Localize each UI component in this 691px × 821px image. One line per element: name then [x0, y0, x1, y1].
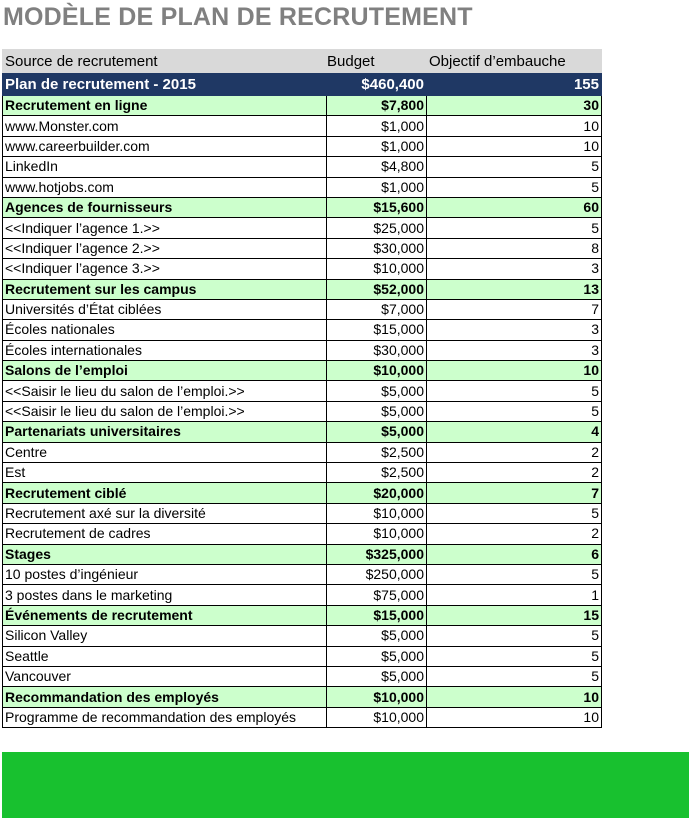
source-cell[interactable]: Programme de recommandation des employés	[3, 707, 327, 727]
objective-cell[interactable]: 5	[427, 666, 602, 686]
source-cell[interactable]: LinkedIn	[3, 157, 327, 177]
objective-cell[interactable]: 10	[427, 361, 602, 381]
table-row	[3, 177, 602, 197]
objective-cell[interactable]: 3	[427, 320, 602, 340]
budget-cell[interactable]: $10,000	[327, 707, 427, 727]
budget-cell[interactable]: $15,600	[327, 197, 427, 217]
category-row	[3, 96, 602, 116]
table-row	[3, 238, 602, 258]
table-row	[3, 218, 602, 238]
category-row	[3, 422, 602, 442]
category-row	[3, 361, 602, 381]
source-cell[interactable]: <<Saisir le lieu du salon de l’emploi.>>	[3, 381, 327, 401]
footer-bar	[2, 752, 689, 818]
objective-cell[interactable]: 3	[427, 259, 602, 279]
category-row	[3, 483, 602, 503]
source-cell[interactable]: <<Indiquer l’agence 3.>>	[3, 259, 327, 279]
header-budget[interactable]: Budget	[327, 50, 427, 73]
budget-cell[interactable]: $5,000	[327, 422, 427, 442]
source-cell[interactable]: Recrutement de cadres	[3, 524, 327, 544]
objective-cell[interactable]: 5	[427, 626, 602, 646]
header-objective[interactable]: Objectif d’embauche	[427, 50, 602, 73]
objective-cell[interactable]: 5	[427, 381, 602, 401]
budget-cell[interactable]: $75,000	[327, 585, 427, 605]
source-cell[interactable]: Recrutement en ligne	[3, 96, 327, 116]
table-row	[3, 463, 602, 483]
objective-cell[interactable]: 6	[427, 544, 602, 564]
table-row	[3, 320, 602, 340]
objective-cell[interactable]: 5	[427, 218, 602, 238]
source-cell[interactable]: Salons de l’emploi	[3, 361, 327, 381]
source-cell[interactable]: Recrutement ciblé	[3, 483, 327, 503]
budget-cell[interactable]: $1,000	[327, 136, 427, 156]
budget-cell[interactable]: $5,000	[327, 401, 427, 421]
objective-cell[interactable]: 5	[427, 646, 602, 666]
budget-cell[interactable]: $5,000	[327, 381, 427, 401]
table-row	[3, 585, 602, 605]
table-row	[3, 524, 602, 544]
source-cell[interactable]: Événements de recrutement	[3, 605, 327, 625]
source-cell[interactable]: Écoles internationales	[3, 340, 327, 360]
category-row	[3, 197, 602, 217]
source-cell[interactable]: Centre	[3, 442, 327, 462]
budget-cell[interactable]: $5,000	[327, 626, 427, 646]
objective-cell[interactable]: 2	[427, 524, 602, 544]
budget-cell[interactable]: $2,500	[327, 442, 427, 462]
budget-cell[interactable]: $5,000	[327, 646, 427, 666]
source-cell[interactable]: Partenariats universitaires	[3, 422, 327, 442]
table-row	[3, 157, 602, 177]
source-cell[interactable]: Universités d’État ciblées	[3, 299, 327, 319]
table-row	[3, 259, 602, 279]
total-label[interactable]: Plan de recrutement - 2015	[3, 73, 327, 96]
recruitment-plan-table	[2, 49, 602, 728]
table-row	[3, 564, 602, 584]
objective-cell[interactable]: 7	[427, 483, 602, 503]
budget-cell[interactable]: $15,000	[327, 605, 427, 625]
source-cell[interactable]: Recrutement sur les campus	[3, 279, 327, 299]
budget-cell[interactable]: $2,500	[327, 463, 427, 483]
table-row	[3, 136, 602, 156]
source-cell[interactable]: 10 postes d’ingénieur	[3, 564, 327, 584]
budget-cell[interactable]: $5,000	[327, 666, 427, 686]
source-cell[interactable]: Écoles nationales	[3, 320, 327, 340]
table-row	[3, 646, 602, 666]
objective-cell[interactable]: 7	[427, 299, 602, 319]
category-row	[3, 544, 602, 564]
objective-cell[interactable]: 4	[427, 422, 602, 442]
objective-cell[interactable]: 2	[427, 463, 602, 483]
objective-cell[interactable]: 5	[427, 177, 602, 197]
budget-cell[interactable]: $325,000	[327, 544, 427, 564]
source-cell[interactable]: Recommandation des employés	[3, 687, 327, 707]
objective-cell[interactable]: 2	[427, 442, 602, 462]
budget-cell[interactable]: $30,000	[327, 238, 427, 258]
source-cell[interactable]: Stages	[3, 544, 327, 564]
budget-cell[interactable]: $1,000	[327, 116, 427, 136]
source-cell[interactable]: Recrutement axé sur la diversité	[3, 503, 327, 523]
budget-cell[interactable]: $7,800	[327, 96, 427, 116]
objective-cell[interactable]: 10	[427, 116, 602, 136]
table-row	[3, 666, 602, 686]
source-cell[interactable]: Est	[3, 463, 327, 483]
objective-cell[interactable]: 8	[427, 238, 602, 258]
source-cell[interactable]: <<Indiquer l’agence 2.>>	[3, 238, 327, 258]
objective-cell[interactable]: 10	[427, 136, 602, 156]
table-row	[3, 707, 602, 727]
source-cell[interactable]: 3 postes dans le marketing	[3, 585, 327, 605]
source-cell[interactable]: www.hotjobs.com	[3, 177, 327, 197]
objective-cell[interactable]: 5	[427, 157, 602, 177]
objective-cell[interactable]: 15	[427, 605, 602, 625]
budget-cell[interactable]: $10,000	[327, 524, 427, 544]
objective-cell[interactable]: 30	[427, 96, 602, 116]
total-row	[3, 73, 602, 96]
budget-cell[interactable]: $30,000	[327, 340, 427, 360]
budget-cell[interactable]: $10,000	[327, 687, 427, 707]
table-row	[3, 442, 602, 462]
budget-cell[interactable]: $10,000	[327, 503, 427, 523]
category-row	[3, 687, 602, 707]
budget-cell[interactable]: $15,000	[327, 320, 427, 340]
category-row	[3, 279, 602, 299]
source-cell[interactable]: www.Monster.com	[3, 116, 327, 136]
total-budget[interactable]: $460,400	[327, 73, 427, 96]
objective-cell[interactable]: 1	[427, 585, 602, 605]
source-cell[interactable]: Agences de fournisseurs	[3, 197, 327, 217]
table-row	[3, 299, 602, 319]
table-row	[3, 401, 602, 421]
objective-cell[interactable]: 10	[427, 707, 602, 727]
budget-cell[interactable]: $4,800	[327, 157, 427, 177]
table-header-row	[3, 50, 602, 73]
table-row	[3, 381, 602, 401]
objective-cell[interactable]: 10	[427, 687, 602, 707]
objective-cell[interactable]: 5	[427, 564, 602, 584]
category-row	[3, 605, 602, 625]
objective-cell[interactable]: 3	[427, 340, 602, 360]
budget-cell[interactable]: $10,000	[327, 361, 427, 381]
table-row	[3, 626, 602, 646]
table-row	[3, 340, 602, 360]
header-source[interactable]: Source de recrutement	[3, 50, 327, 73]
budget-cell[interactable]: $52,000	[327, 279, 427, 299]
source-cell[interactable]: <<Saisir le lieu du salon de l’emploi.>>	[3, 401, 327, 421]
table-row	[3, 503, 602, 523]
budget-cell[interactable]: $1,000	[327, 177, 427, 197]
objective-cell[interactable]: 5	[427, 401, 602, 421]
table-row	[3, 116, 602, 136]
source-cell[interactable]: <<Indiquer l’agence 1.>>	[3, 218, 327, 238]
objective-cell[interactable]: 13	[427, 279, 602, 299]
source-cell[interactable]: Silicon Valley	[3, 626, 327, 646]
budget-cell[interactable]: $250,000	[327, 564, 427, 584]
page-title: MODÈLE DE PLAN DE RECRUTEMENT	[3, 3, 473, 31]
budget-cell[interactable]: $20,000	[327, 483, 427, 503]
objective-cell[interactable]: 60	[427, 197, 602, 217]
source-cell[interactable]: Vancouver	[3, 666, 327, 686]
source-cell[interactable]: Seattle	[3, 646, 327, 666]
total-objective[interactable]: 155	[427, 73, 602, 96]
objective-cell[interactable]: 5	[427, 503, 602, 523]
budget-cell[interactable]: $10,000	[327, 259, 427, 279]
source-cell[interactable]: www.careerbuilder.com	[3, 136, 327, 156]
budget-cell[interactable]: $7,000	[327, 299, 427, 319]
budget-cell[interactable]: $25,000	[327, 218, 427, 238]
